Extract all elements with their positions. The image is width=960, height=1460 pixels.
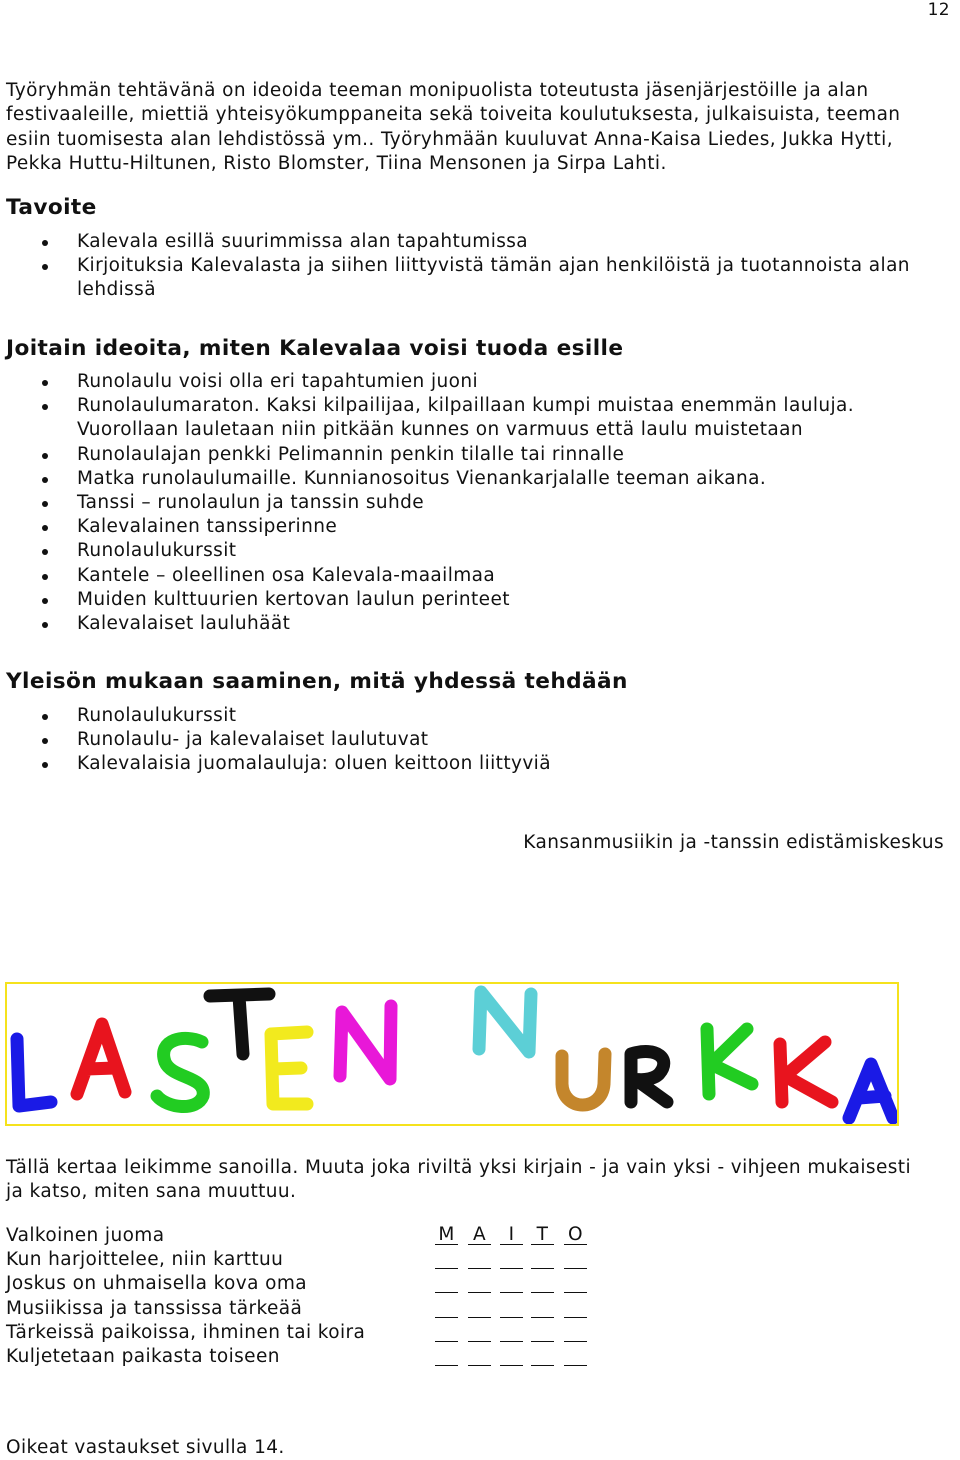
banner-letter-K: [707, 1029, 752, 1094]
riddle-clue: Kuljetetaan paikasta toiseen: [6, 1346, 280, 1368]
intro-paragraph: [6, 79, 946, 176]
bullet-icon: [42, 525, 48, 531]
intro-line: esiin tuomisesta alan lehdistössä ym.. Työryhmään kuuluvat Anna-Kaisa Liedes, Jukka Hytti,: [6, 128, 893, 150]
answer-blank: [564, 1321, 587, 1342]
list-item: Kalevalaisia juomalauluja: oluen keittoon liittyviä: [0, 752, 950, 776]
intro-line: festivaaleille, miettiä yhteisyökumppaneita sekä toiveita koulutuksesta, julkaisuista, teeman: [6, 104, 901, 126]
riddle-clues: [6, 1224, 426, 1369]
bullet-icon: [42, 622, 48, 628]
signature: Kansanmusiikin ja -tanssin edistämiskeskus: [523, 832, 944, 853]
riddle-clue: Tärkeissä paikoissa, ihminen tai koira: [6, 1321, 366, 1343]
goal-list: [0, 230, 950, 303]
answer-blank: [500, 1297, 523, 1318]
bullet-icon: [42, 453, 48, 459]
answer-row: [435, 1321, 635, 1345]
answer-row: [435, 1248, 635, 1272]
list-item: Matka runolaulumaille. Kunnianosoitus Vienankarjalalle teeman aikana.: [0, 467, 950, 491]
answer-blank: [500, 1345, 523, 1366]
list-item-continuation: lehdissä: [77, 279, 156, 301]
banner-letter-L: [17, 1039, 51, 1106]
bullet-icon: [42, 477, 48, 483]
goal-heading: Tavoite: [6, 195, 97, 220]
answer-blank: [500, 1272, 523, 1293]
list-item: Runolaulu voisi olla eri tapahtumien juoni: [0, 370, 950, 394]
answer-blank: [435, 1248, 458, 1269]
answer-blank: [435, 1321, 458, 1342]
bullet-icon: [42, 240, 48, 246]
lasten-nurkka-banner: [5, 982, 899, 1126]
answer-blank: [435, 1272, 458, 1293]
intro-line: Pekka Huttu-Hiltunen, Risto Blomster, Tiina Mensonen ja Sirpa Lahti.: [6, 152, 667, 174]
answer-letter: A: [468, 1224, 491, 1245]
answers-reference: Oikeat vastaukset sivulla 14.: [6, 1437, 285, 1458]
answer-blank: [564, 1345, 587, 1366]
riddle-clue: Musiikissa ja tanssissa tärkeää: [6, 1297, 303, 1319]
list-item: Muiden kulttuurien kertovan laulun perinteet: [0, 588, 950, 612]
list-item: Runolaulajan penkki Pelimannin penkin tilalle tai rinnalle: [0, 443, 950, 467]
list-item: Runolaulukurssit: [0, 704, 950, 728]
banner-letter-E: [271, 1032, 307, 1104]
banner-letter-K: [780, 1042, 832, 1102]
bullet-icon: [42, 598, 48, 604]
puzzle-intro-line: ja katso, miten sana muuttuu.: [6, 1181, 297, 1203]
puzzle-intro-line: Tällä kertaa leikimme sanoilla. Muuta joka riviltä yksi kirjain - ja vain yksi - vihjeen mukaisesti: [6, 1157, 911, 1178]
bullet-icon: [42, 738, 48, 744]
answer-blank: [468, 1272, 491, 1293]
answer-row: [435, 1272, 635, 1296]
puzzle-intro: [6, 1156, 956, 1205]
banner-letter-N: [340, 1006, 391, 1079]
answer-letter: I: [500, 1224, 523, 1245]
answer-blank: [564, 1297, 587, 1318]
answer-row: [435, 1224, 635, 1248]
bullet-icon: [42, 574, 48, 580]
answer-blank: [531, 1321, 554, 1342]
bullet-icon: [42, 404, 48, 410]
answer-blank: [564, 1248, 587, 1269]
answer-blank: [500, 1248, 523, 1269]
bullet-icon: [42, 762, 48, 768]
bullet-icon: [42, 380, 48, 386]
answer-blank: [468, 1297, 491, 1318]
answer-blank: [435, 1345, 458, 1366]
banner-letter-U: [562, 1054, 605, 1105]
list-item: Kalevala esillä suurimmissa alan tapahtumissa: [0, 230, 950, 254]
list-item: Runolaulukurssit: [0, 539, 950, 563]
answer-blank: [531, 1272, 554, 1293]
riddle-clue: Kun harjoittelee, niin karttuu: [6, 1249, 284, 1271]
answer-letter: T: [531, 1224, 554, 1245]
list-item: Kirjoituksia Kalevalasta ja siihen liittyvistä tämän ajan henkilöistä ja tuotannoista alan: [0, 254, 950, 278]
list-item: Kalevalaiset lauluhäät: [0, 612, 950, 636]
riddle-clue: Valkoinen juoma: [6, 1225, 165, 1246]
answer-blank: [435, 1297, 458, 1318]
bullet-icon: [42, 501, 48, 507]
banner-letter-S: [157, 1038, 203, 1106]
bullet-icon: [42, 549, 48, 555]
list-item: Tanssi – runolaulun ja tanssin suhde: [0, 491, 950, 515]
answer-blank: [564, 1272, 587, 1293]
banner-letter-A: [77, 1024, 125, 1094]
audience-heading: Yleisön mukaan saaminen, mitä yhdessä tehdään: [6, 669, 628, 694]
list-item: Runolaulumaraton. Kaksi kilpailijaa, kilpaillaan kumpi muistaa enemmän lauluja.: [0, 394, 950, 418]
banner-letter-A: [849, 1064, 893, 1118]
list-item: Kantele – oleellinen osa Kalevala-maailmaa: [0, 564, 950, 588]
riddle-clue: Joskus on uhmaisella kova oma: [6, 1273, 308, 1295]
intro-line: Työryhmän tehtävänä on ideoida teeman monipuolista toteutusta jäsenjärjestöille ja alan: [6, 80, 869, 101]
list-item: Runolaulu- ja kalevalaiset laulutuvat: [0, 728, 950, 752]
answer-blank: [531, 1297, 554, 1318]
page-number: 12: [927, 0, 950, 20]
banner-letter-R: [631, 1052, 667, 1102]
answer-row: [435, 1345, 635, 1369]
answer-row: [435, 1297, 635, 1321]
banner-letter-N: [479, 992, 531, 1052]
ideas-heading: Joitain ideoita, miten Kalevalaa voisi tuoda esille: [6, 336, 624, 361]
banner-letter-T: [210, 994, 269, 1054]
banner-lettering: [7, 984, 897, 1124]
answer-blank: [531, 1345, 554, 1366]
answer-blank: [468, 1248, 491, 1269]
bullet-icon: [42, 264, 48, 270]
list-item-continuation: Vuorollaan lauletaan niin pitkään kunnes on varmuus että laulu muistetaan: [77, 419, 803, 441]
list-item: Kalevalainen tanssiperinne: [0, 515, 950, 539]
audience-list: [0, 704, 950, 777]
answer-blanks: [435, 1224, 635, 1369]
answer-letter: O: [564, 1224, 587, 1245]
bullet-icon: [42, 714, 48, 720]
answer-blank: [468, 1345, 491, 1366]
answer-blank: [531, 1248, 554, 1269]
answer-letter: M: [435, 1224, 458, 1245]
ideas-list: [0, 370, 950, 636]
answer-blank: [468, 1321, 491, 1342]
answer-blank: [500, 1321, 523, 1342]
